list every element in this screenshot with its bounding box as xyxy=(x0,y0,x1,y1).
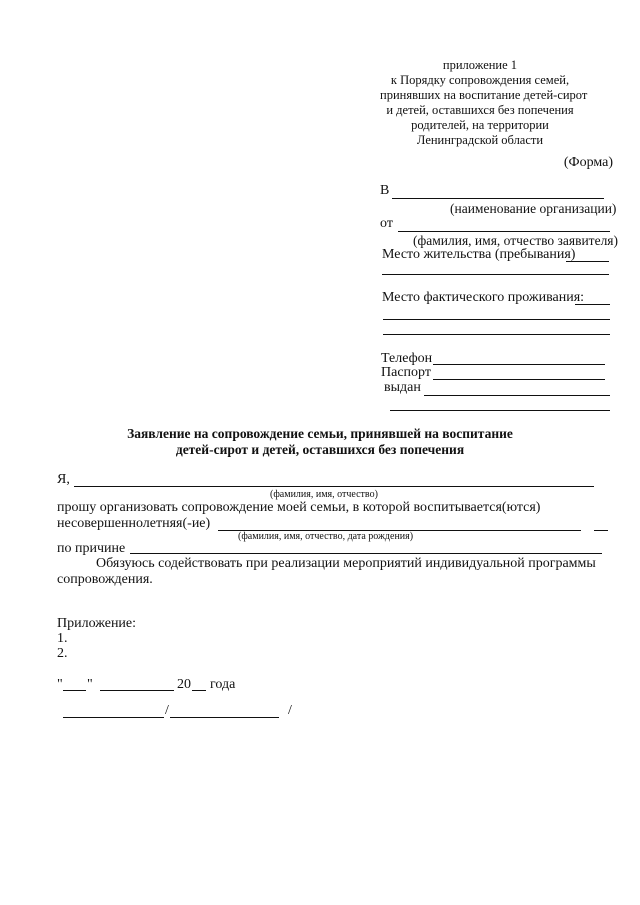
commitment-line-2: сопровождения. xyxy=(57,572,153,587)
actual-residence-line-2 xyxy=(383,319,610,320)
signature-name-line xyxy=(170,717,279,718)
passport-label: Паспорт xyxy=(381,365,431,380)
year-line xyxy=(192,690,206,691)
annex-header xyxy=(380,58,588,148)
annex-line: к Порядку сопровождения семей, xyxy=(390,73,570,87)
fio-hint: (фамилия, имя, отчество) xyxy=(270,489,378,500)
date-open-quote: " xyxy=(57,677,63,692)
actual-residence-label: Место фактического проживания: xyxy=(382,290,585,305)
phone-line xyxy=(433,364,605,365)
date-close-quote: " xyxy=(87,677,93,692)
minor-label: несовершеннолетняя(-ие) xyxy=(57,516,211,531)
annex-line: родителей, на территории xyxy=(411,118,549,132)
title-line-2: детей-сирот и детей, оставшихся без попечения xyxy=(175,442,465,457)
to-prefix: В xyxy=(380,183,390,198)
request-text: прошу организовать сопровождение моей семьи, в которой воспитывается(ются) xyxy=(57,500,541,515)
attachment-item: 1. xyxy=(57,631,68,646)
applicant-line xyxy=(398,231,610,232)
actual-residence-line xyxy=(575,304,610,305)
title-line-1: Заявление на сопровождение семьи, принявшей на воспитание xyxy=(127,426,513,441)
i-prefix: Я, xyxy=(57,472,70,487)
from-prefix: от xyxy=(380,216,393,231)
annex-line: Ленинградской области xyxy=(416,133,544,147)
document-title xyxy=(0,426,640,458)
year-prefix: 20 xyxy=(177,677,191,692)
organization-line xyxy=(392,198,604,199)
month-line xyxy=(100,690,174,691)
applicant-name-line xyxy=(74,486,594,487)
commitment-line-1: Обязуюсь содействовать при реализации мероприятий индивидуальной программы xyxy=(96,556,596,571)
attachment-item: 2. xyxy=(57,646,68,661)
annex-line: принявших на воспитание детей-сирот xyxy=(380,88,588,102)
signature-separator: / xyxy=(165,703,169,718)
reason-line xyxy=(130,553,602,554)
issued-line-2 xyxy=(390,410,610,411)
annex-line: и детей, оставшихся без попечения xyxy=(386,103,574,117)
child-hint: (фамилия, имя, отчество, дата рождения) xyxy=(238,531,414,542)
phone-label: Телефон xyxy=(381,351,433,366)
child-line-end xyxy=(594,530,608,531)
residence-label: Место жительства (пребывания) xyxy=(382,247,576,262)
applicant-hint: (фамилия, имя, отчество заявителя) xyxy=(413,233,619,248)
year-suffix: года xyxy=(210,677,236,692)
issued-line xyxy=(424,395,610,396)
passport-line xyxy=(433,379,605,380)
day-line xyxy=(63,690,86,691)
residence-line-2 xyxy=(382,274,609,275)
reason-label: по причине xyxy=(57,541,126,556)
signature-line xyxy=(63,717,164,718)
annex-line: приложение 1 xyxy=(442,58,518,72)
attachments-label: Приложение: xyxy=(57,616,137,631)
organization-hint: (наименование организации) xyxy=(450,201,617,216)
form-label: (Форма) xyxy=(563,155,613,170)
actual-residence-line-3 xyxy=(383,334,610,335)
residence-line xyxy=(566,261,609,262)
signature-separator-end: / xyxy=(288,703,292,718)
issued-label: выдан xyxy=(384,380,421,395)
